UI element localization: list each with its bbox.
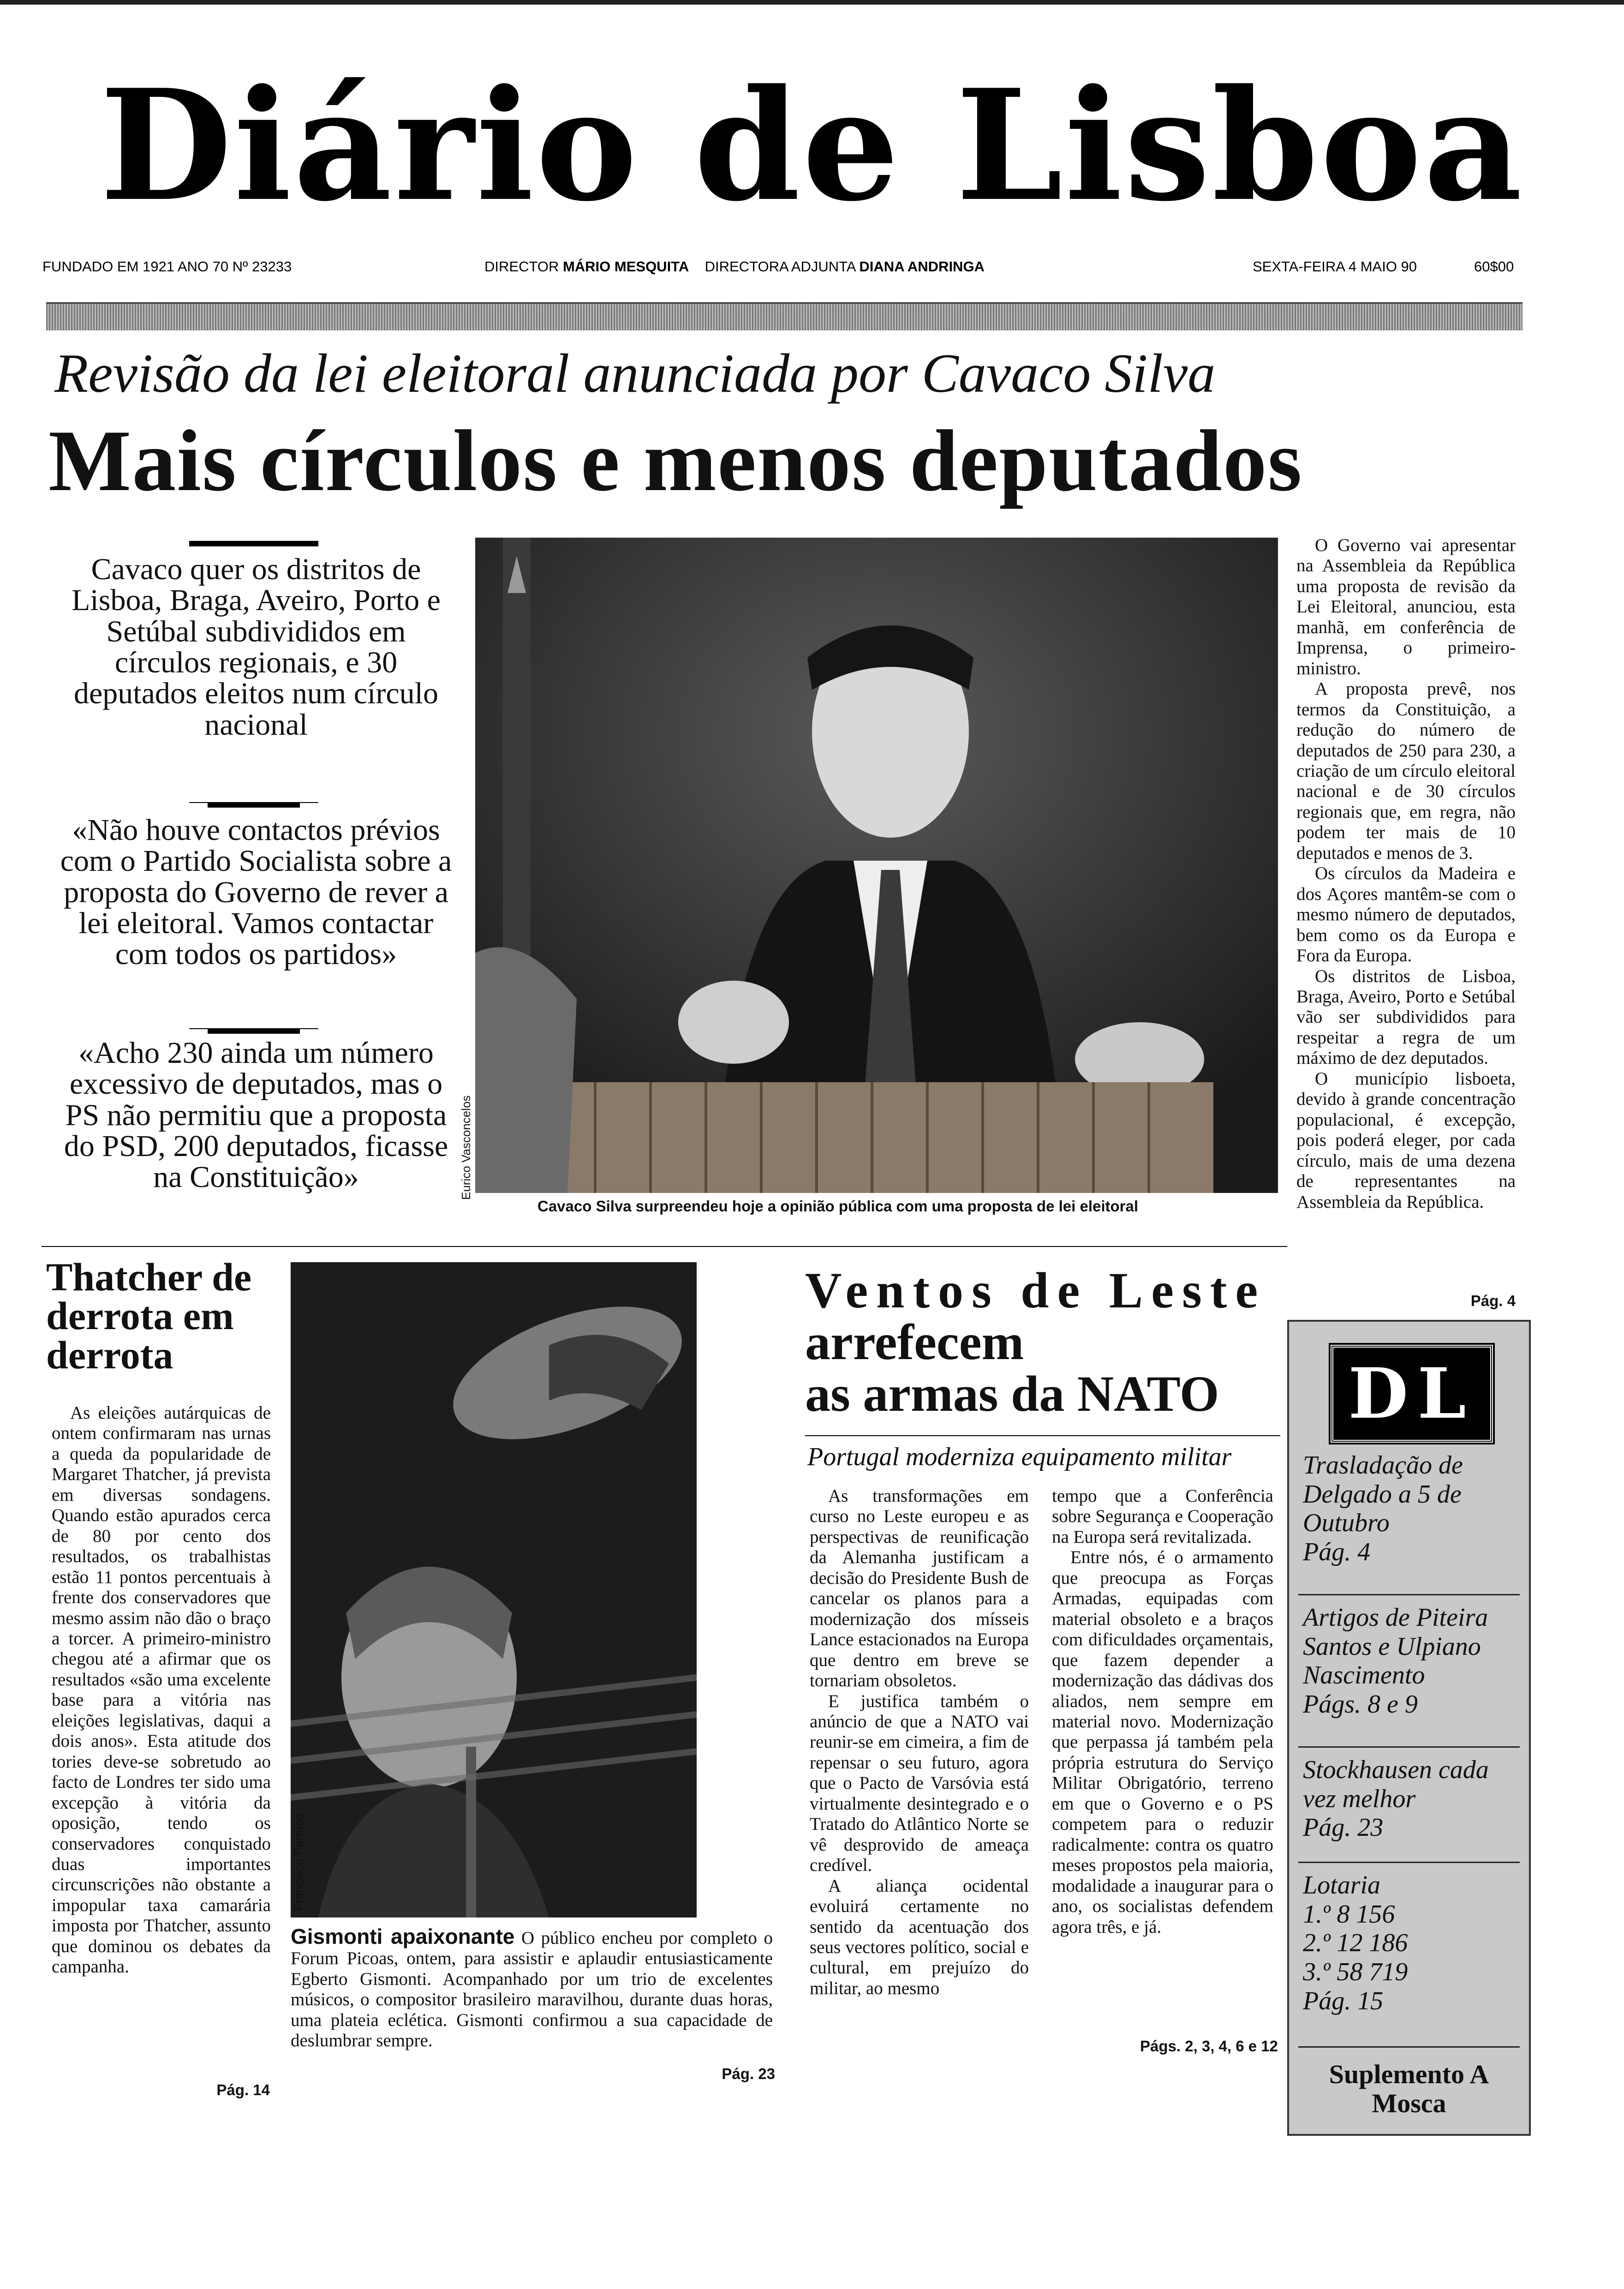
- header-band: [46, 302, 1522, 330]
- sidebar-lotaria: [1303, 1871, 1520, 2016]
- gismonti-photo-credit: Francisco Paraíso: [292, 1814, 305, 1911]
- sidebar-item-title: Trasladação de Delgado a 5 de Outubro: [1303, 1451, 1463, 1538]
- nato-headline-line-2: arrefecem: [805, 1314, 1024, 1371]
- sidebar-separator: [1298, 1594, 1520, 1595]
- lotaria-page: Pág. 15: [1303, 1986, 1384, 2015]
- lotaria-title: Lotaria: [1303, 1871, 1381, 1900]
- thatcher-headline: Thatcher de derrota em derrota: [46, 1255, 252, 1377]
- sidebar-box: [1287, 1320, 1531, 2136]
- nato-page-ref: Págs. 2, 3, 4, 6 e 12: [1140, 2037, 1278, 2055]
- gismonti-illustration: [291, 1262, 697, 1917]
- lead-paragraph: Os distritos de Lisboa, Braga, Aveiro, Porto e Setúbal vão ser subdivididos para respeitar a regra de um máximo de dez deputados.: [1296, 966, 1516, 1068]
- pullquote-3: «Acho 230 ainda um número excessivo de deputados, mas o PS não permitiu que a proposta do PSD, 200 deputados, ficasse na Constituição»: [64, 1036, 448, 1194]
- nato-divider: [805, 1435, 1280, 1436]
- portrait-illustration: [475, 538, 1278, 1193]
- nato-kicker: Portugal moderniza equipamento militar: [807, 1443, 1232, 1471]
- director-name: MÁRIO MESQUITA: [562, 258, 689, 275]
- deputy-name: DIANA ANDRINGA: [859, 258, 985, 275]
- issue-date: SEXTA-FEIRA 4 MAIO 90: [1253, 258, 1417, 275]
- director-line: [484, 258, 985, 275]
- lead-page-ref: Pág. 4: [1470, 1292, 1516, 1309]
- lead-paragraph: Os círculos da Madeira e dos Açores mantêm-se com o mesmo número de deputados, bem como os da Europa e Fora da Europa.: [1296, 863, 1516, 966]
- nato-headline: [805, 1264, 1276, 1420]
- sidebar-item-page: Pág. 23: [1303, 1813, 1384, 1842]
- nato-paragraph: A aliança ocidental evoluirá certamente no sentido da acentuação dos seus vectores político, social e cultural, em prejuízo do militar, ao mesmo: [810, 1876, 1029, 1998]
- nato-headline-line-3: as armas da NATO: [805, 1366, 1219, 1422]
- masthead-title: Diário de Lisboa: [100, 56, 1524, 235]
- pullquote-2: «Não houve contactos prévios com o Partido Socialista sobre a proposta do Governo de rever a lei eleitoral. Vamos contactar com todos os partidos»: [60, 813, 452, 971]
- cavaco-silva-photo: [475, 538, 1278, 1193]
- sidebar-item-page: Págs. 8 e 9: [1303, 1690, 1418, 1719]
- sidebar-item-3: [1303, 1756, 1520, 1842]
- gismonti-body: O público encheu por completo o Forum Picoas, ontem, para assistir e aplaudir entusiasticamente Egberto Gismonti. Acompanhado por um trio de excelentes músicos, o compositor brasileiro maravilhou, durante duas horas, uma plateia eclética. Gismonti confirmou a sua capacidade de deslumbrar sempre.: [291, 1928, 773, 2051]
- nato-col-1: [810, 1486, 1029, 1999]
- nato-col-2: [1052, 1486, 1273, 1937]
- nato-headline-line-1: Ventos de Leste: [805, 1262, 1266, 1318]
- sidebar-separator: [1298, 2046, 1520, 2048]
- pullquote-rule: [189, 541, 318, 546]
- nato-paragraph: E justifica também o anúncio de que a NATO vai reunir-se em cimeira, a fim de repensar o seu futuro, agora que o Pacto de Varsóvia está virtualmente desintegrado e o Tratado do Atlântico Norte se vê desprovido de ameaça credível.: [810, 1691, 1029, 1876]
- sidebar-item-title: Stockhausen cada vez melhor: [1303, 1756, 1489, 1813]
- lead-paragraph: O município lisboeta, devido à grande concentração populacional, é excepção, pois poderá eleger, por cada círculo, mais de uma dezena de representantes na Assembleia da República.: [1296, 1068, 1516, 1212]
- thatcher-paragraph: As eleições autárquicas de ontem confirmaram nas urnas a queda da popularidade de Margaret Thatcher, já prevista em diversas sondagens. Quando estão apurados cerca de 80 por cento dos resultados, os trabalhistas estão 11 pontos percentuais à frente dos conservadores que mesmo assim não dão o braço a torcer. A primeiro-ministro chegou até a afirmar que os resultados «são uma excelente base para a vitória nas eleições legislativas, daqui a dois anos». Esta atitude dos tories deve-se sobretudo ao facto de Londres ter sido uma excepção à vitória da oposição, tendo os conservadores conquistado duas importantes circunscrições não obstante a impopular taxa camarária imposta por Thatcher, assunto que dominou os debates da campanha.: [52, 1403, 271, 1977]
- gismonti-text: [291, 1924, 773, 2051]
- founded-line: FUNDADO EM 1921 ANO 70 Nº 23233: [42, 258, 292, 275]
- lead-paragraph: A proposta prevê, nos termos da Constituição, a redução do número de deputados de 250 para 230, a criação de um círculo eleitoral nacional e de 30 círculos regionais que, em regra, não podem ter mais de 10 deputados e menos de 3.: [1296, 679, 1516, 863]
- pullquote-rule: [208, 802, 300, 808]
- sidebar-item-2: [1303, 1603, 1520, 1719]
- pullquote-rule: [208, 1028, 300, 1034]
- photo-credit: Eurico Vasconcelos: [459, 1095, 473, 1200]
- lead-headline: Mais círculos e menos deputados: [48, 413, 1303, 509]
- sidebar-separator: [1298, 1746, 1520, 1748]
- director-label: DIRECTOR: [484, 258, 559, 275]
- dl-logo: DL: [1331, 1345, 1493, 1443]
- nato-paragraph: tempo que a Conferência sobre Segurança e Cooperação na Europa será revitalizada.: [1052, 1486, 1273, 1547]
- sidebar-item-title: Artigos de Piteira Santos e Ulpiano Nascimento: [1303, 1603, 1488, 1690]
- lead-kicker: Revisão da lei eleitoral anunciada por Cavaco Silva: [54, 342, 1216, 404]
- supplement-label: Suplemento A Mosca: [1329, 2059, 1489, 2118]
- gismonti-title: Gismonti apaixonante: [291, 1924, 515, 1948]
- section-divider: [42, 1246, 1287, 1247]
- pullquote-1: Cavaco quer os distritos de Lisboa, Braga, Aveiro, Porto e Setúbal subdivididos em círculos regionais, e 30 deputados eleitos num círculo nacional: [72, 552, 441, 742]
- lotaria-prize: 1.º 8 156: [1303, 1900, 1395, 1929]
- nato-paragraph: As transformações em curso no Leste europeu e as perspectivas de reunificação da Alemanha justificam a decisão do Presidente Bush de cancelar os planos para a modernização dos mísseis Lance estacionados na Europa que dentro em breve se tornariam obsoletos.: [810, 1486, 1029, 1691]
- lead-body: [1296, 535, 1516, 1212]
- issue-price: 60$00: [1474, 258, 1514, 275]
- deputy-label: DIRECTORA ADJUNTA: [705, 258, 855, 275]
- photo-caption: Cavaco Silva surpreendeu hoje a opinião pública com uma proposta de lei eleitoral: [537, 1198, 1139, 1215]
- gismonti-photo: [291, 1262, 697, 1917]
- gismonti-page-ref: Pág. 23: [722, 2065, 775, 2082]
- sidebar-item-1: [1303, 1451, 1520, 1567]
- top-rule: [0, 0, 1624, 5]
- lotaria-prize: 3.º 58 719: [1303, 1958, 1408, 1987]
- lotaria-prize: 2.º 12 186: [1303, 1929, 1408, 1958]
- nato-paragraph: Entre nós, é o armamento que preocupa as Forças Armadas, equipadas com material obsoleto e a braços com dificuldades orçamentais, que fazem depender a modernização das dádivas dos aliados, nem sempre em material novo. Modernização que perpassa já também pela própria estrutura do Serviço Militar Obrigatório, terreno em que o Governo e o PS competem para o reduzir radicalmente: contra os quatro meses propostos pela maioria, modalidade a inaugurar para o ano, os socialistas defendem agora três, e já.: [1052, 1547, 1273, 1937]
- thatcher-page-ref: Pág. 14: [216, 2081, 270, 2098]
- lead-paragraph: O Governo vai apresentar na Assembleia da República uma proposta de revisão da Lei Eleitoral, anunciou, esta manhã, em conferência de Imprensa, o primeiro-ministro.: [1296, 535, 1516, 678]
- thatcher-body: [52, 1403, 271, 1977]
- sidebar-separator: [1298, 1862, 1520, 1863]
- sidebar-item-page: Pág. 4: [1303, 1538, 1371, 1567]
